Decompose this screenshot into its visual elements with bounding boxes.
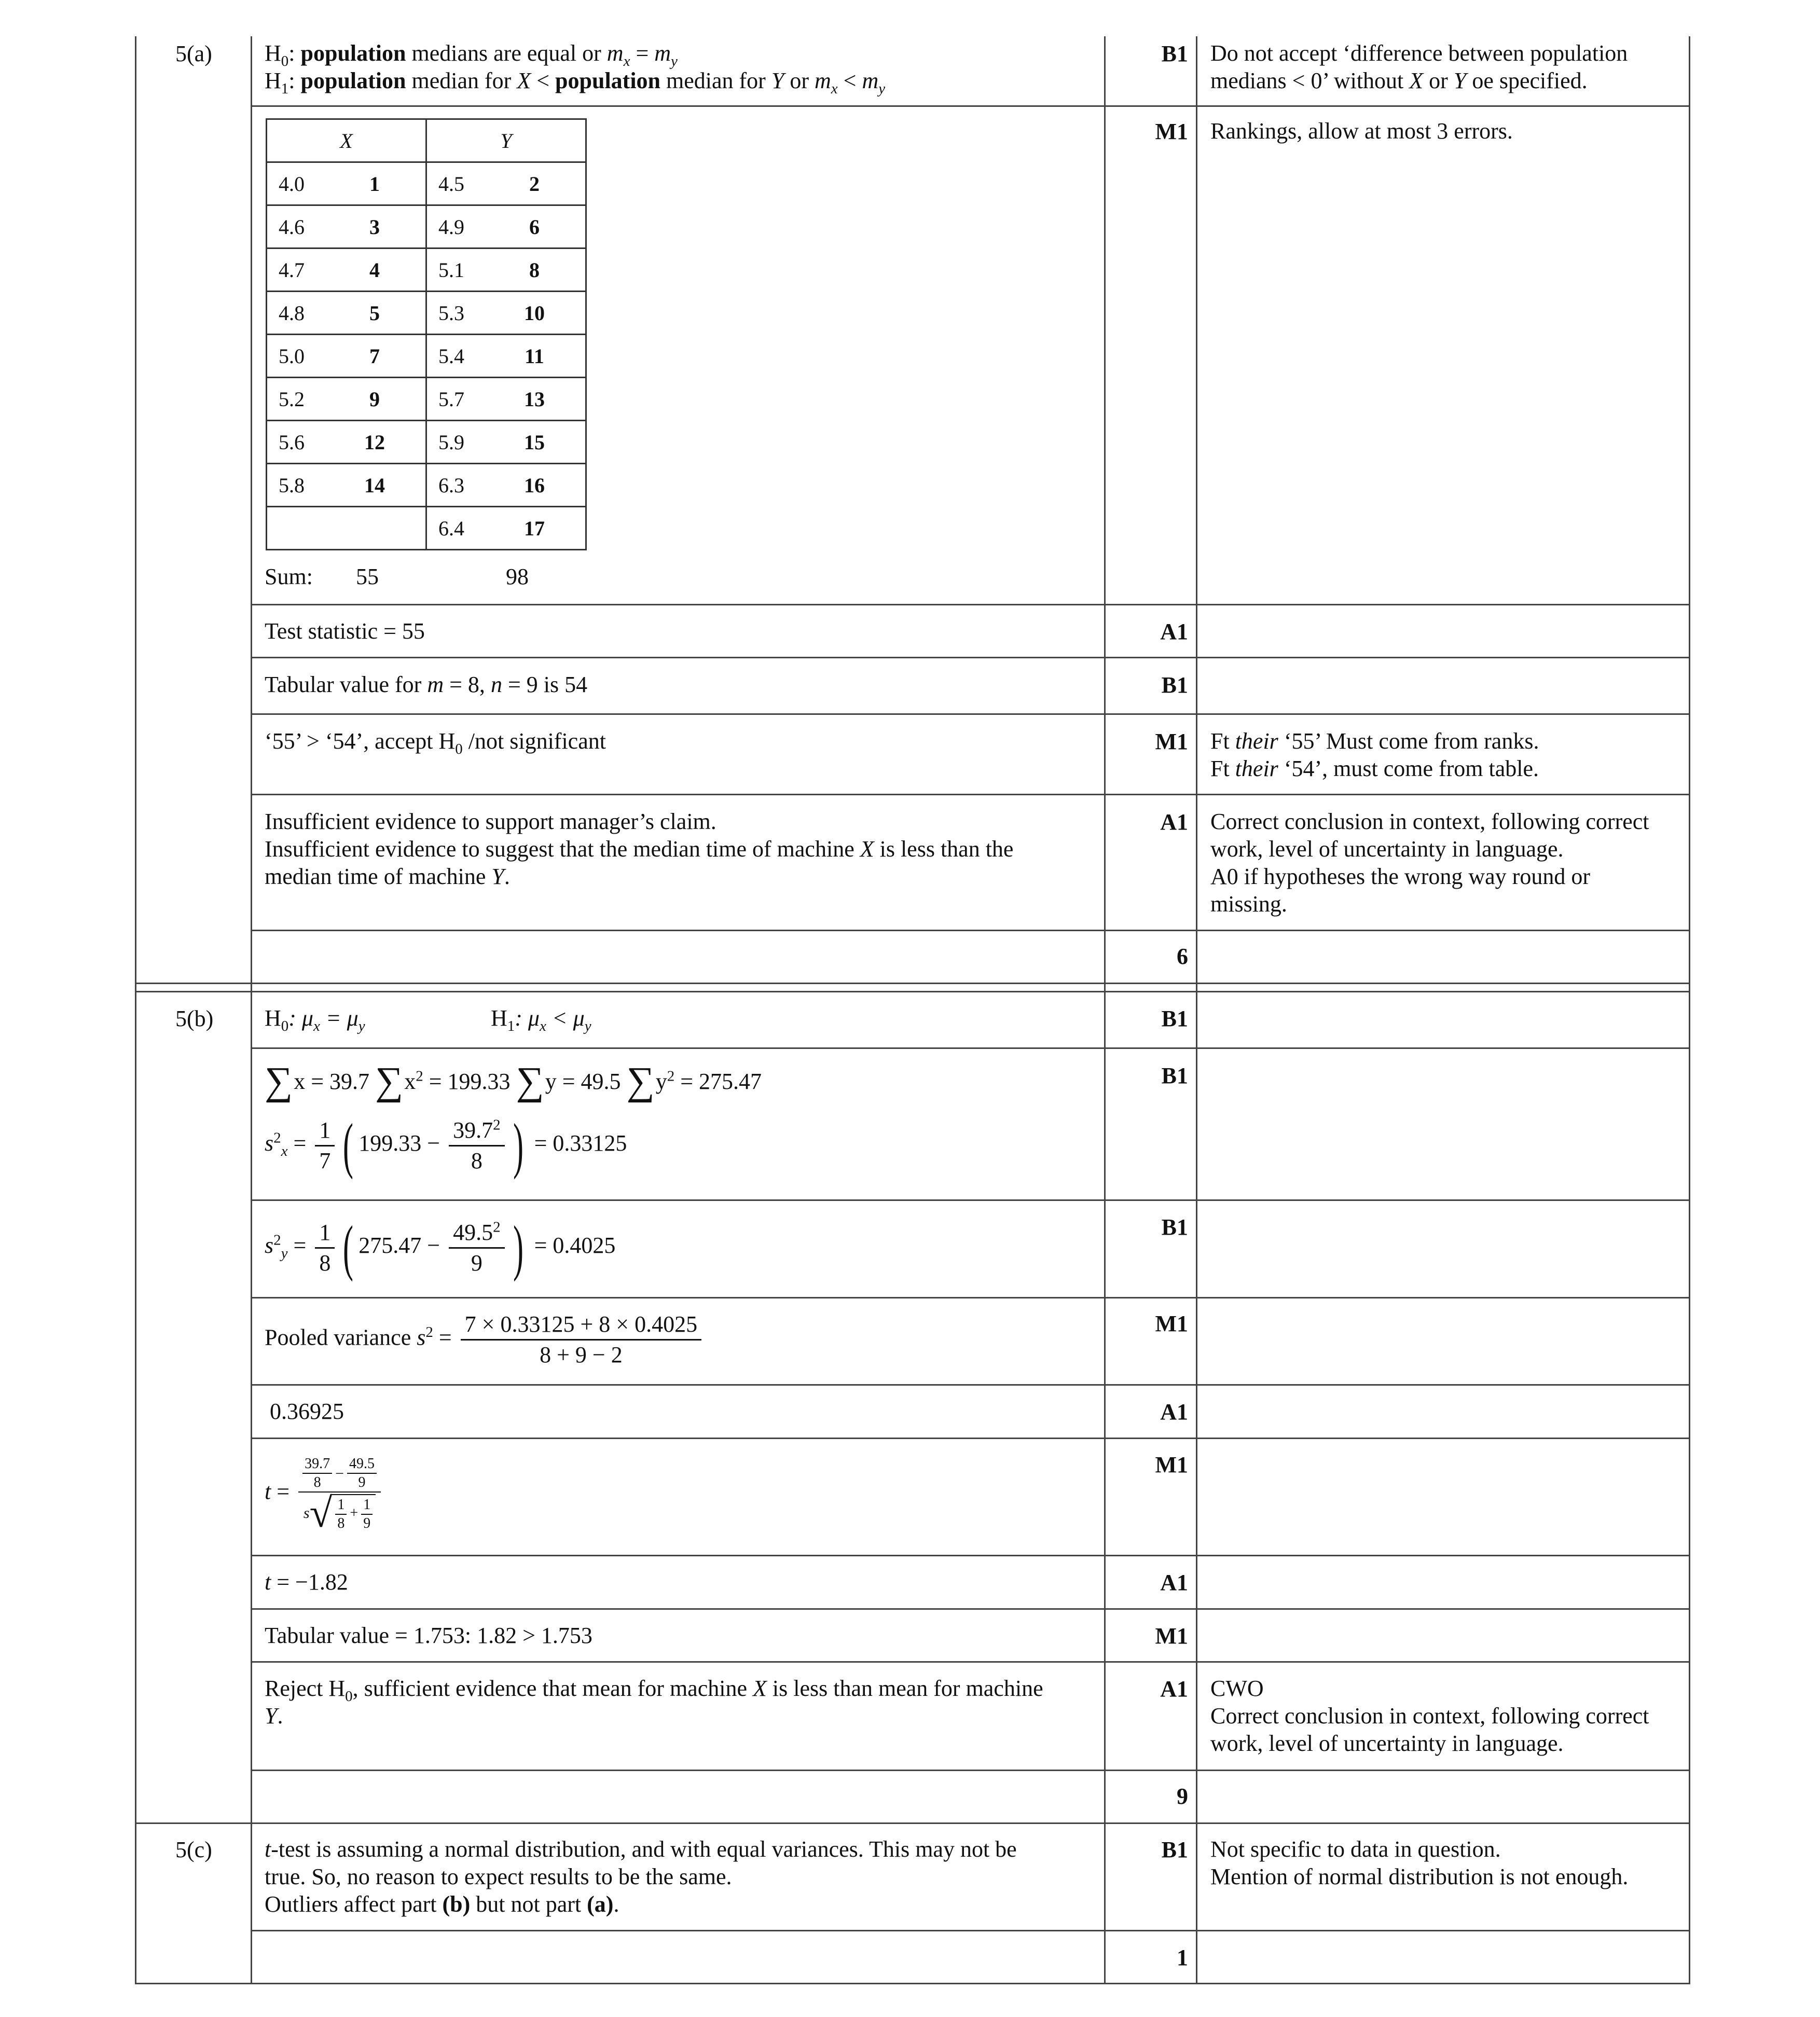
table-left-border [135,36,136,1984]
table-bottom-border [135,1983,1689,1984]
null-hypothesis: $H_0$: $\mu_x = \mu_y$ [265,1005,365,1034]
mark-award: B1 [1161,672,1188,698]
t-statistic-formula: t = $\frac{39.7}{8}$ − $\frac{49.5}{9}$ s√ $\frac{1}{8}$ + $\frac{1}{9}$ [265,1455,384,1532]
mark-award: B1 [1161,1063,1188,1088]
alternative-hypothesis: $H_1$: population median for X < population median for Y or $m_x < m_y$ [265,68,886,97]
column-header-y: Y [426,119,586,162]
mark-award: M1 [1155,1452,1188,1477]
t-statistic-value: t = −1.82 [265,1569,348,1595]
mark-award: M1 [1155,729,1188,754]
mark-award: M1 [1155,1623,1188,1649]
guidance-note: Rankings, allow at most 3 errors. [1210,118,1513,144]
guidance-note: Ft their ‘55’ Must come from ranks. Ft their ‘54’, must come from table. [1210,728,1539,781]
variance-y: $s^2_y$ = $\frac{1}{8}$ ( 275.47 − $\frac{49.5^2}{9}$ ) = 0.4025 [265,1213,616,1282]
row-divider [251,1047,1689,1049]
table-row: 4.6 3 4.9 6 [267,205,586,248]
pooled-variance: Pooled variance $s^2$ = $\frac{7 \times 0.33125 + 8 \times 0.4025}{8 + 9 - 2}$ [265,1310,705,1370]
ranking-table [266,118,587,550]
hypotheses-5a [265,39,886,97]
mark-award: M1 [1155,119,1188,144]
rank-sum-y: 98 [506,564,529,589]
row-divider [251,1384,1689,1386]
marks-column-divider [1196,36,1197,1984]
question-number: 5(c) [175,1837,212,1862]
qnum-column-divider [251,36,252,1984]
answer-5c: t-test is assuming a normal distribution, and with equal variances. This may not be true. So, no reason to expect results to be the same. Outliers affect part (b) but not part (a). [265,1836,1017,1917]
mark-award: B1 [1161,1837,1188,1862]
ranking-table-header [267,119,586,162]
guidance-note: Correct conclusion in context, following correct work, level of uncertainty in language. A0 if hypotheses the wrong way round or missing. [1210,809,1649,917]
conclusion-5b: Reject $H_0$, sufficient evidence that mean for machine X is less than mean for machine Y. [265,1676,1043,1729]
mark-award: M1 [1155,1311,1188,1336]
row-divider [251,1199,1689,1201]
mark-award: A1 [1160,809,1188,835]
row-divider [251,1661,1689,1663]
row-divider [251,604,1689,605]
section-divider [135,1822,1689,1824]
section-divider [135,991,1689,992]
answer-column-divider [1104,36,1106,1984]
table-row: 5.8 14 6.3 16 [267,464,586,507]
row-divider [251,105,1689,107]
guidance-note: CWO Correct conclusion in context, following correct work, level of uncertainty in language. [1210,1676,1649,1756]
rank-sum-label: Sum: [265,564,313,589]
tabular-value: Tabular value for m = 8, n = 9 is 54 [265,672,588,697]
variance-x: $s^2_x$ = $\frac{1}{7}$ ( 199.33 − $\frac{39.7^2}{8}$ ) = 0.33125 [265,1111,627,1180]
question-number: 5(a) [175,41,212,66]
table-row: 5.6 12 5.9 15 [267,421,586,464]
row-divider [251,794,1689,795]
row-divider [251,930,1689,931]
table-row: 6.4 17 [267,507,586,550]
total-marks: 9 [1177,1784,1188,1809]
comparison: ‘55’ > ‘54’, accept $H_0$ /not significant [265,728,606,757]
mark-award: B1 [1161,1006,1188,1031]
question-number: 5(b) [175,1006,214,1031]
tabular-value: Tabular value = 1.753: 1.82 > 1.753 [265,1623,592,1648]
mark-award: B1 [1161,41,1188,66]
conclusion-5a: Insufficient evidence to support manager’s claim. Insufficient evidence to suggest that the median time of machine X is less than the median time of machine Y. [265,809,1014,889]
mark-award: A1 [1160,1399,1188,1425]
alternative-hypothesis: $H_1$: $\mu_x < \mu_y$ [491,1005,591,1034]
row-divider [251,1608,1689,1610]
table-row: 4.7 4 5.1 8 [267,248,586,292]
table-row: 5.2 9 5.7 13 [267,378,586,421]
row-divider [251,1438,1689,1439]
guidance-note: Not specific to data in question. Mention of normal distribution is not enough. [1210,1836,1629,1889]
row-divider [251,1930,1689,1931]
summary-sums: ∑x = 39.7 $\sum x^2 = 199.33$ ∑y = 49.5 $\sum y^2 = 275.47$ [265,1059,762,1103]
column-header-x: X [267,119,426,162]
table-row: 4.8 5 5.3 10 [267,292,586,335]
test-statistic: Test statistic = 55 [265,618,425,644]
total-marks: 6 [1177,944,1188,969]
pooled-variance-value: 0.36925 [270,1399,344,1424]
row-divider [251,657,1689,658]
table-row: 4.0 1 4.5 2 [267,162,586,205]
section-divider [135,983,1689,984]
mark-award: A1 [1160,1676,1188,1702]
mark-award: A1 [1160,619,1188,644]
table-right-border [1689,36,1690,1984]
mark-award: B1 [1161,1214,1188,1240]
row-divider [251,1297,1689,1298]
row-divider [251,1770,1689,1771]
rank-sum-x: 55 [356,564,379,589]
table-row: 5.0 7 5.4 11 [267,335,586,378]
row-divider [251,713,1689,715]
row-divider [251,1555,1689,1556]
guidance-note: Do not accept ‘difference between population medians < 0’ without X or Y oe specified. [1210,40,1628,93]
mark-award: A1 [1160,1570,1188,1595]
total-marks: 1 [1177,1945,1188,1970]
null-hypothesis: $H_0$: population medians are equal or $m_x = m_y$ [265,40,678,70]
